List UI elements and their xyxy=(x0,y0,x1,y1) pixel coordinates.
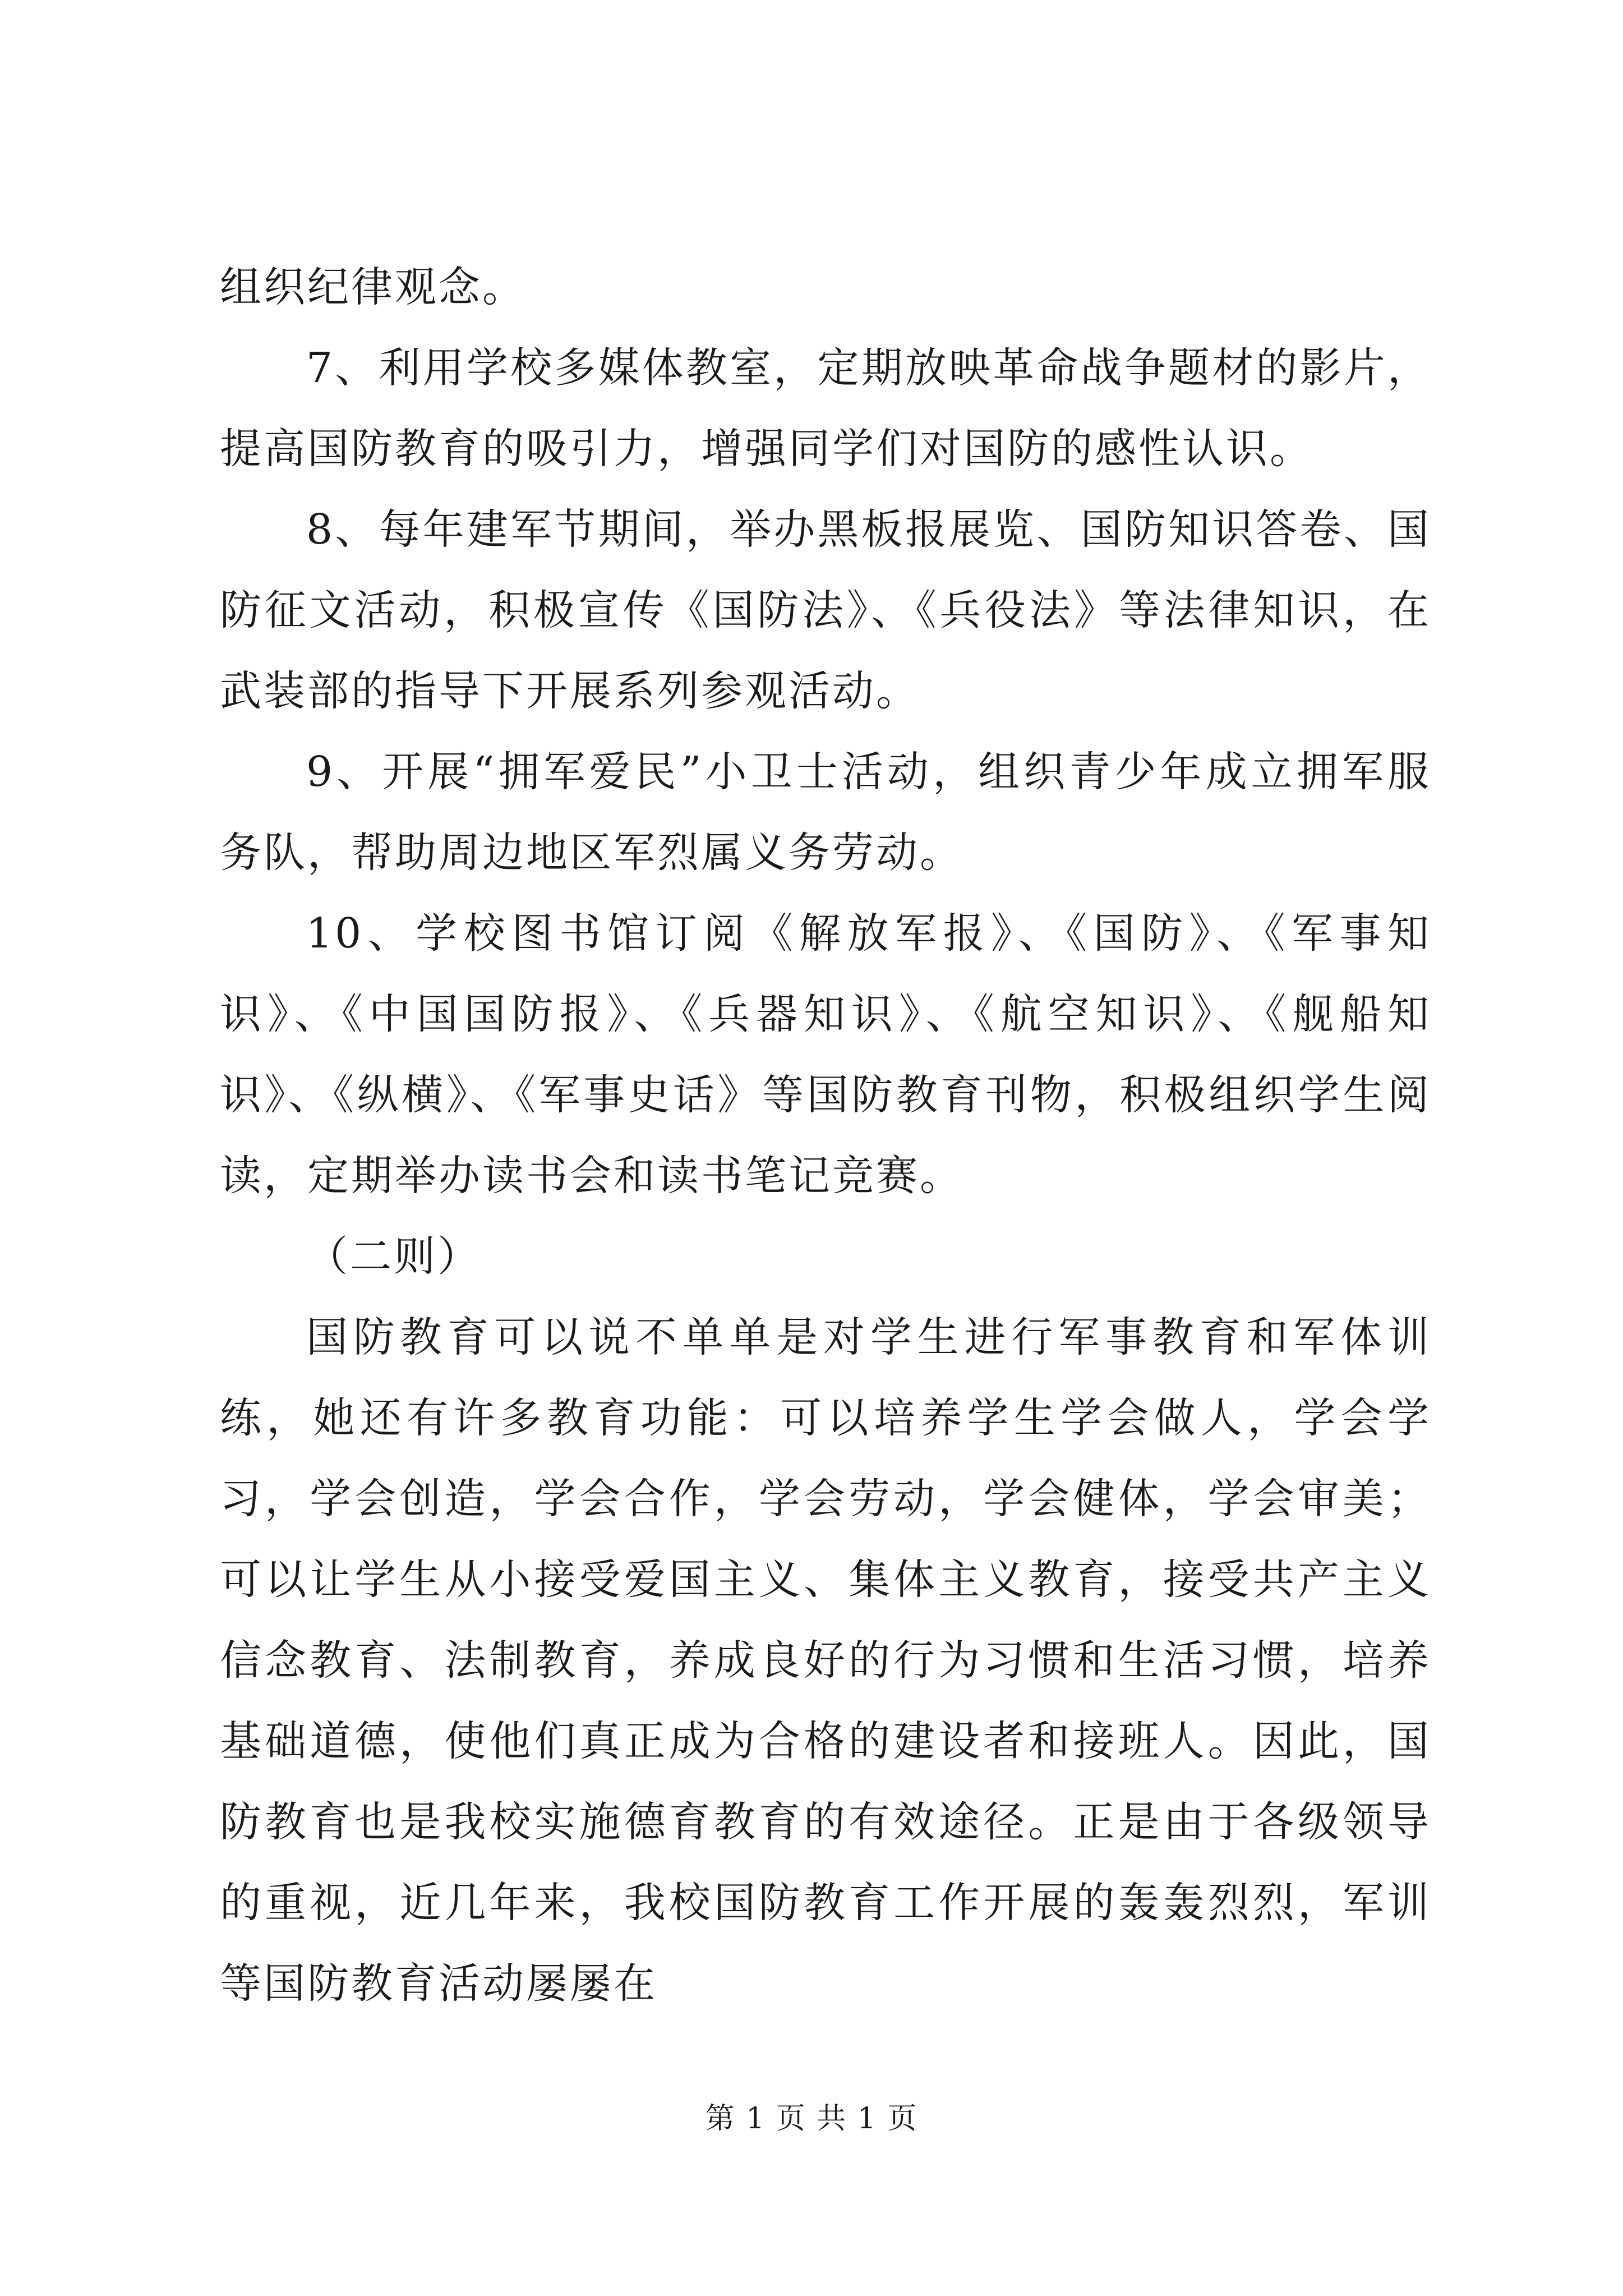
section-heading: （二则） xyxy=(306,1232,481,1281)
paragraph-item-9: 9、开展“拥军爱民”小卫士活动，组织青少年成立拥军服务队，帮助周边地区军烈属义务劳动。 xyxy=(220,748,1431,877)
paragraph-body: 国防教育可以说不单单是对学生进行军事教育和军体训练，她还有许多教育功能：可以培养学生学会做人，学会学习，学会创造，学会合作，学会劳动，学会健体，学会审美；可以让学生从小接受爱国主义、集体主义教育，接受共产主义信念教育、法制教育，养成良好的行为习惯和生活习惯，培养基础道德，使他们真正成为合格的建设者和接班人。因此，国防教育也是我校实施德育教育的有效途径。正是由于各级领导的重视，近几年来，我校国防教育工作开展的轰轰烈烈，军训等国防教育活动屡屡在 xyxy=(220,1313,1431,2008)
page-footer: 第 1 页 共 1 页 xyxy=(705,2102,918,2136)
paragraph-item-10: 10、学校图书馆订阅《解放军报》、《国防》、《军事知识》、《中国国防报》、《兵器知识》、《航空知识》、《舰船知识》、《纵横》、《军事史话》等国防教育刊物，积极组织学生阅读，定期举办读书会和读书笔记竞赛。 xyxy=(220,909,1431,1200)
body-text xyxy=(220,247,1431,2024)
paragraph-item-8: 8、每年建军节期间，举办黑板报展览、国防知识答卷、国防征文活动，积极宣传《国防法》、《兵役法》等法律知识，在武装部的指导下开展系列参观活动。 xyxy=(220,505,1431,715)
paragraph-continuation: 组织纪律观念。 xyxy=(220,263,526,311)
paragraph-item-7: 7、利用学校多媒体教室，定期放映革命战争题材的影片，提高国防教育的吸引力，增强同学们对国防的感性认识。 xyxy=(220,344,1431,473)
